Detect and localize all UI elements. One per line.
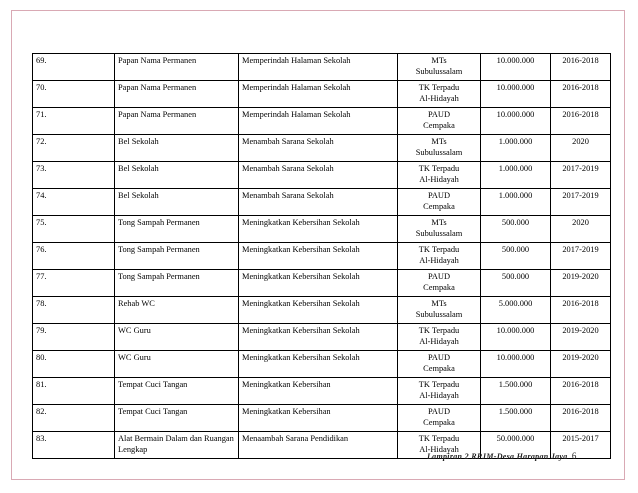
- school-line: Al-Hidayah: [419, 175, 459, 184]
- school-line: MTs: [431, 299, 447, 308]
- purpose-cell: Meningkatkan Kebersihan Sekolah: [239, 297, 398, 324]
- school-cell: [398, 189, 481, 216]
- row-number-cell: 71.: [33, 108, 115, 135]
- item-name-cell: Papan Nama Permanen: [115, 108, 239, 135]
- school-line: Al-Hidayah: [419, 391, 459, 400]
- row-number-cell: 83.: [33, 432, 115, 459]
- table-row: [33, 54, 611, 81]
- school-cell: [398, 297, 481, 324]
- cost-cell: 10.000.000: [481, 108, 551, 135]
- school-line: TK Terpadu: [418, 434, 460, 443]
- school-line: PAUD: [427, 191, 451, 200]
- table-body: [33, 54, 611, 459]
- page-number: 6: [571, 451, 577, 461]
- table-row: [33, 216, 611, 243]
- school-cell: [398, 243, 481, 270]
- item-name-cell: WC Guru: [115, 351, 239, 378]
- cost-cell: 10.000.000: [481, 351, 551, 378]
- school-cell: [398, 54, 481, 81]
- school-line: Cempaka: [423, 364, 455, 373]
- year-cell: 2019-2020: [551, 351, 611, 378]
- item-name-cell: Tempat Cuci Tangan: [115, 378, 239, 405]
- year-cell: 2019-2020: [551, 270, 611, 297]
- row-number-cell: 77.: [33, 270, 115, 297]
- year-cell: 2016-2018: [551, 81, 611, 108]
- purpose-cell: Menambah Sarana Sekolah: [239, 189, 398, 216]
- school-line: Subulussalam: [415, 229, 463, 238]
- row-number-cell: 69.: [33, 54, 115, 81]
- year-cell: 2020: [551, 216, 611, 243]
- school-cell: [398, 108, 481, 135]
- item-name-cell: Bel Sekolah: [115, 189, 239, 216]
- item-name-cell: Alat Bermain Dalam dan Ruangan Lengkap: [115, 432, 239, 459]
- table-row: [33, 378, 611, 405]
- item-name-cell: Rehab WC: [115, 297, 239, 324]
- purpose-cell: Memperindah Halaman Sekolah: [239, 108, 398, 135]
- school-line: Al-Hidayah: [419, 256, 459, 265]
- purpose-cell: Meningkatkan Kebersihan: [239, 405, 398, 432]
- school-line: PAUD: [427, 110, 451, 119]
- table-row: [33, 297, 611, 324]
- row-number-cell: 82.: [33, 405, 115, 432]
- purpose-cell: Meningkatkan Kebersihan Sekolah: [239, 324, 398, 351]
- year-cell: 2017-2019: [551, 162, 611, 189]
- year-cell: 2019-2020: [551, 324, 611, 351]
- school-cell: [398, 135, 481, 162]
- item-name-cell: Bel Sekolah: [115, 135, 239, 162]
- table-row: [33, 351, 611, 378]
- school-line: Cempaka: [423, 202, 455, 211]
- cost-cell: 1.000.000: [481, 189, 551, 216]
- purpose-cell: Meningkatkan Kebersihan: [239, 378, 398, 405]
- school-cell: [398, 81, 481, 108]
- purpose-cell: Memperindah Halaman Sekolah: [239, 81, 398, 108]
- cost-cell: 500.000: [481, 270, 551, 297]
- year-cell: 2017-2019: [551, 243, 611, 270]
- school-line: MTs: [431, 56, 447, 65]
- school-line: TK Terpadu: [418, 164, 460, 173]
- item-name-cell: Papan Nama Permanen: [115, 81, 239, 108]
- school-cell: [398, 216, 481, 243]
- row-number-cell: 73.: [33, 162, 115, 189]
- purpose-cell: Meningkatkan Kebersihan Sekolah: [239, 351, 398, 378]
- school-line: Cempaka: [423, 418, 455, 427]
- purpose-cell: Menaambah Sarana Pendidikan: [239, 432, 398, 459]
- school-line: Al-Hidayah: [419, 445, 459, 454]
- cost-cell: 50.000.000: [481, 432, 551, 459]
- table-row: [33, 270, 611, 297]
- row-number-cell: 72.: [33, 135, 115, 162]
- school-line: TK Terpadu: [418, 245, 460, 254]
- cost-cell: 500.000: [481, 216, 551, 243]
- row-number-cell: 75.: [33, 216, 115, 243]
- purpose-cell: Meningkatkan Kebersihan Sekolah: [239, 270, 398, 297]
- year-cell: 2016-2018: [551, 54, 611, 81]
- cost-cell: 10.000.000: [481, 324, 551, 351]
- row-number-cell: 79.: [33, 324, 115, 351]
- table-row: [33, 162, 611, 189]
- school-line: PAUD: [427, 407, 451, 416]
- year-cell: 2016-2018: [551, 297, 611, 324]
- school-line: Subulussalam: [415, 67, 463, 76]
- row-number-cell: 74.: [33, 189, 115, 216]
- school-line: Subulussalam: [415, 148, 463, 157]
- row-number-cell: 78.: [33, 297, 115, 324]
- school-line: Cempaka: [423, 121, 455, 130]
- year-cell: 2015-2017: [551, 432, 611, 459]
- school-line: MTs: [431, 218, 447, 227]
- school-line: TK Terpadu: [418, 83, 460, 92]
- cost-cell: 1.500.000: [481, 378, 551, 405]
- school-line: Subulussalam: [415, 310, 463, 319]
- purpose-cell: Meningkatkan Kebersihan Sekolah: [239, 216, 398, 243]
- cost-cell: 10.000.000: [481, 81, 551, 108]
- table-row: [33, 243, 611, 270]
- school-cell: [398, 324, 481, 351]
- school-line: TK Terpadu: [418, 326, 460, 335]
- purpose-cell: Menambah Sarana Sekolah: [239, 135, 398, 162]
- program-table: [32, 53, 611, 459]
- year-cell: 2020: [551, 135, 611, 162]
- school-line: PAUD: [427, 272, 451, 281]
- page-footer: [427, 451, 577, 461]
- table-row: [33, 135, 611, 162]
- row-number-cell: 70.: [33, 81, 115, 108]
- school-cell: [398, 378, 481, 405]
- cost-cell: 5.000.000: [481, 297, 551, 324]
- school-line: MTs: [431, 137, 447, 146]
- year-cell: 2017-2019: [551, 189, 611, 216]
- school-line: Al-Hidayah: [419, 94, 459, 103]
- year-cell: 2016-2018: [551, 108, 611, 135]
- table-row: [33, 81, 611, 108]
- cost-cell: 500.000: [481, 243, 551, 270]
- school-line: Al-Hidayah: [419, 337, 459, 346]
- table-row: [33, 189, 611, 216]
- footer-label: Lampiran 2 RPJM-Desa Harapan Jaya: [427, 452, 568, 461]
- table-row: [33, 108, 611, 135]
- row-number-cell: 76.: [33, 243, 115, 270]
- row-number-cell: 80.: [33, 351, 115, 378]
- row-number-cell: 81.: [33, 378, 115, 405]
- cost-cell: 10.000.000: [481, 54, 551, 81]
- year-cell: 2016-2018: [551, 405, 611, 432]
- cost-cell: 1.000.000: [481, 135, 551, 162]
- purpose-cell: Meningkatkan Kebersihan Sekolah: [239, 243, 398, 270]
- school-cell: [398, 162, 481, 189]
- item-name-cell: Tong Sampah Permanen: [115, 243, 239, 270]
- school-cell: [398, 270, 481, 297]
- year-cell: 2016-2018: [551, 378, 611, 405]
- cost-cell: 1.500.000: [481, 405, 551, 432]
- school-cell: [398, 405, 481, 432]
- school-line: TK Terpadu: [418, 380, 460, 389]
- purpose-cell: Memperindah Halaman Sekolah: [239, 54, 398, 81]
- item-name-cell: Tempat Cuci Tangan: [115, 405, 239, 432]
- item-name-cell: Tong Sampah Permanen: [115, 216, 239, 243]
- cost-cell: 1.000.000: [481, 162, 551, 189]
- purpose-cell: Menambah Sarana Sekolah: [239, 162, 398, 189]
- school-cell: [398, 351, 481, 378]
- item-name-cell: WC Guru: [115, 324, 239, 351]
- item-name-cell: Bel Sekolah: [115, 162, 239, 189]
- school-line: Cempaka: [423, 283, 455, 292]
- table-row: [33, 324, 611, 351]
- school-line: PAUD: [427, 353, 451, 362]
- table-row: [33, 405, 611, 432]
- item-name-cell: Tong Sampah Permanen: [115, 270, 239, 297]
- item-name-cell: Papan Nama Permanen: [115, 54, 239, 81]
